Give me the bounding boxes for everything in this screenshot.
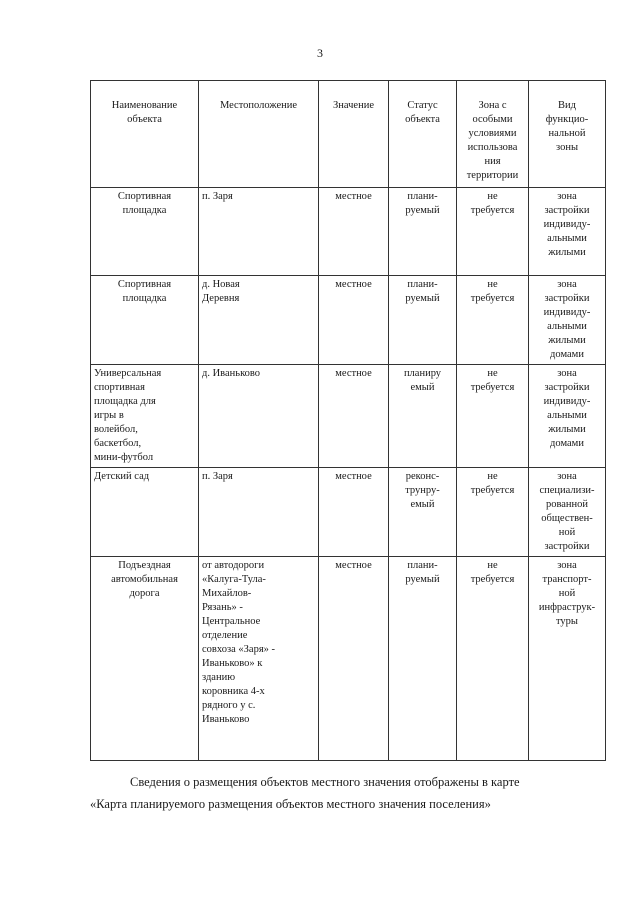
cell-special-zone: не требуется xyxy=(457,188,529,276)
cell-special-zone: не требуется xyxy=(457,276,529,365)
note-line-1: Сведения о размещения объектов местного значения отображены в карте xyxy=(130,775,520,789)
header-special-zone: Зона с особыми условиями использова ния территории xyxy=(457,81,529,188)
cell-value: местное xyxy=(319,557,389,761)
cell-value: местное xyxy=(319,365,389,468)
cell-special-zone: не требуется xyxy=(457,468,529,557)
cell-object-name: Детский сад xyxy=(91,468,199,557)
cell-status: реконс- трунру- емый xyxy=(389,468,457,557)
note-paragraph xyxy=(90,771,610,815)
page-number: 3 xyxy=(317,46,323,60)
cell-location: д. Иваньково xyxy=(199,365,319,468)
cell-functional-zone: зона застройки индивиду- альными жилыми домами xyxy=(529,365,606,468)
header-object-name: Наименование объекта xyxy=(91,81,199,188)
cell-functional-zone: зона транспорт- ной инфраструк- туры xyxy=(529,557,606,761)
cell-object-name: Универсальная спортивная площадка для игры в волейбол, баскетбол, мини-футбол xyxy=(91,365,199,468)
table-row xyxy=(91,276,606,365)
cell-status: планиру емый xyxy=(389,365,457,468)
cell-object-name: Спортивная площадка xyxy=(91,188,199,276)
cell-location: п. Заря xyxy=(199,468,319,557)
header-value: Значение xyxy=(319,81,389,188)
table-row xyxy=(91,557,606,761)
cell-special-zone: не требуется xyxy=(457,557,529,761)
cell-value: местное xyxy=(319,468,389,557)
cell-status: плани- руемый xyxy=(389,188,457,276)
cell-status: плани- руемый xyxy=(389,276,457,365)
header-functional-zone: Вид функцио- нальной зоны xyxy=(529,81,606,188)
cell-location: д. Новая Деревня xyxy=(199,276,319,365)
cell-object-name: Спортивная площадка xyxy=(91,276,199,365)
cell-functional-zone: зона застройки индивиду- альными жилыми xyxy=(529,188,606,276)
table-row xyxy=(91,365,606,468)
objects-table xyxy=(90,80,606,761)
table-row xyxy=(91,468,606,557)
cell-status: плани- руемый xyxy=(389,557,457,761)
cell-value: местное xyxy=(319,276,389,365)
header-status: Статус объекта xyxy=(389,81,457,188)
cell-functional-zone: зона специализи- рованной обществен- ной застройки xyxy=(529,468,606,557)
table-header-row xyxy=(91,81,606,188)
cell-location: п. Заря xyxy=(199,188,319,276)
cell-object-name: Подъездная автомобильная дорога xyxy=(91,557,199,761)
header-location: Местоположение xyxy=(199,81,319,188)
cell-location: от автодороги «Калуга-Тула- Михайлов- Рязань» - Центральное отделение совхоза «Заря» - Иваньково» к зданию коровника 4-х рядного у с. Иваньково xyxy=(199,557,319,761)
table-row xyxy=(91,188,606,276)
cell-special-zone: не требуется xyxy=(457,365,529,468)
cell-value: местное xyxy=(319,188,389,276)
cell-functional-zone: зона застройки индивиду- альными жилыми домами xyxy=(529,276,606,365)
note-line-2: «Карта планируемого размещения объектов местного значения поселения» xyxy=(90,797,491,811)
